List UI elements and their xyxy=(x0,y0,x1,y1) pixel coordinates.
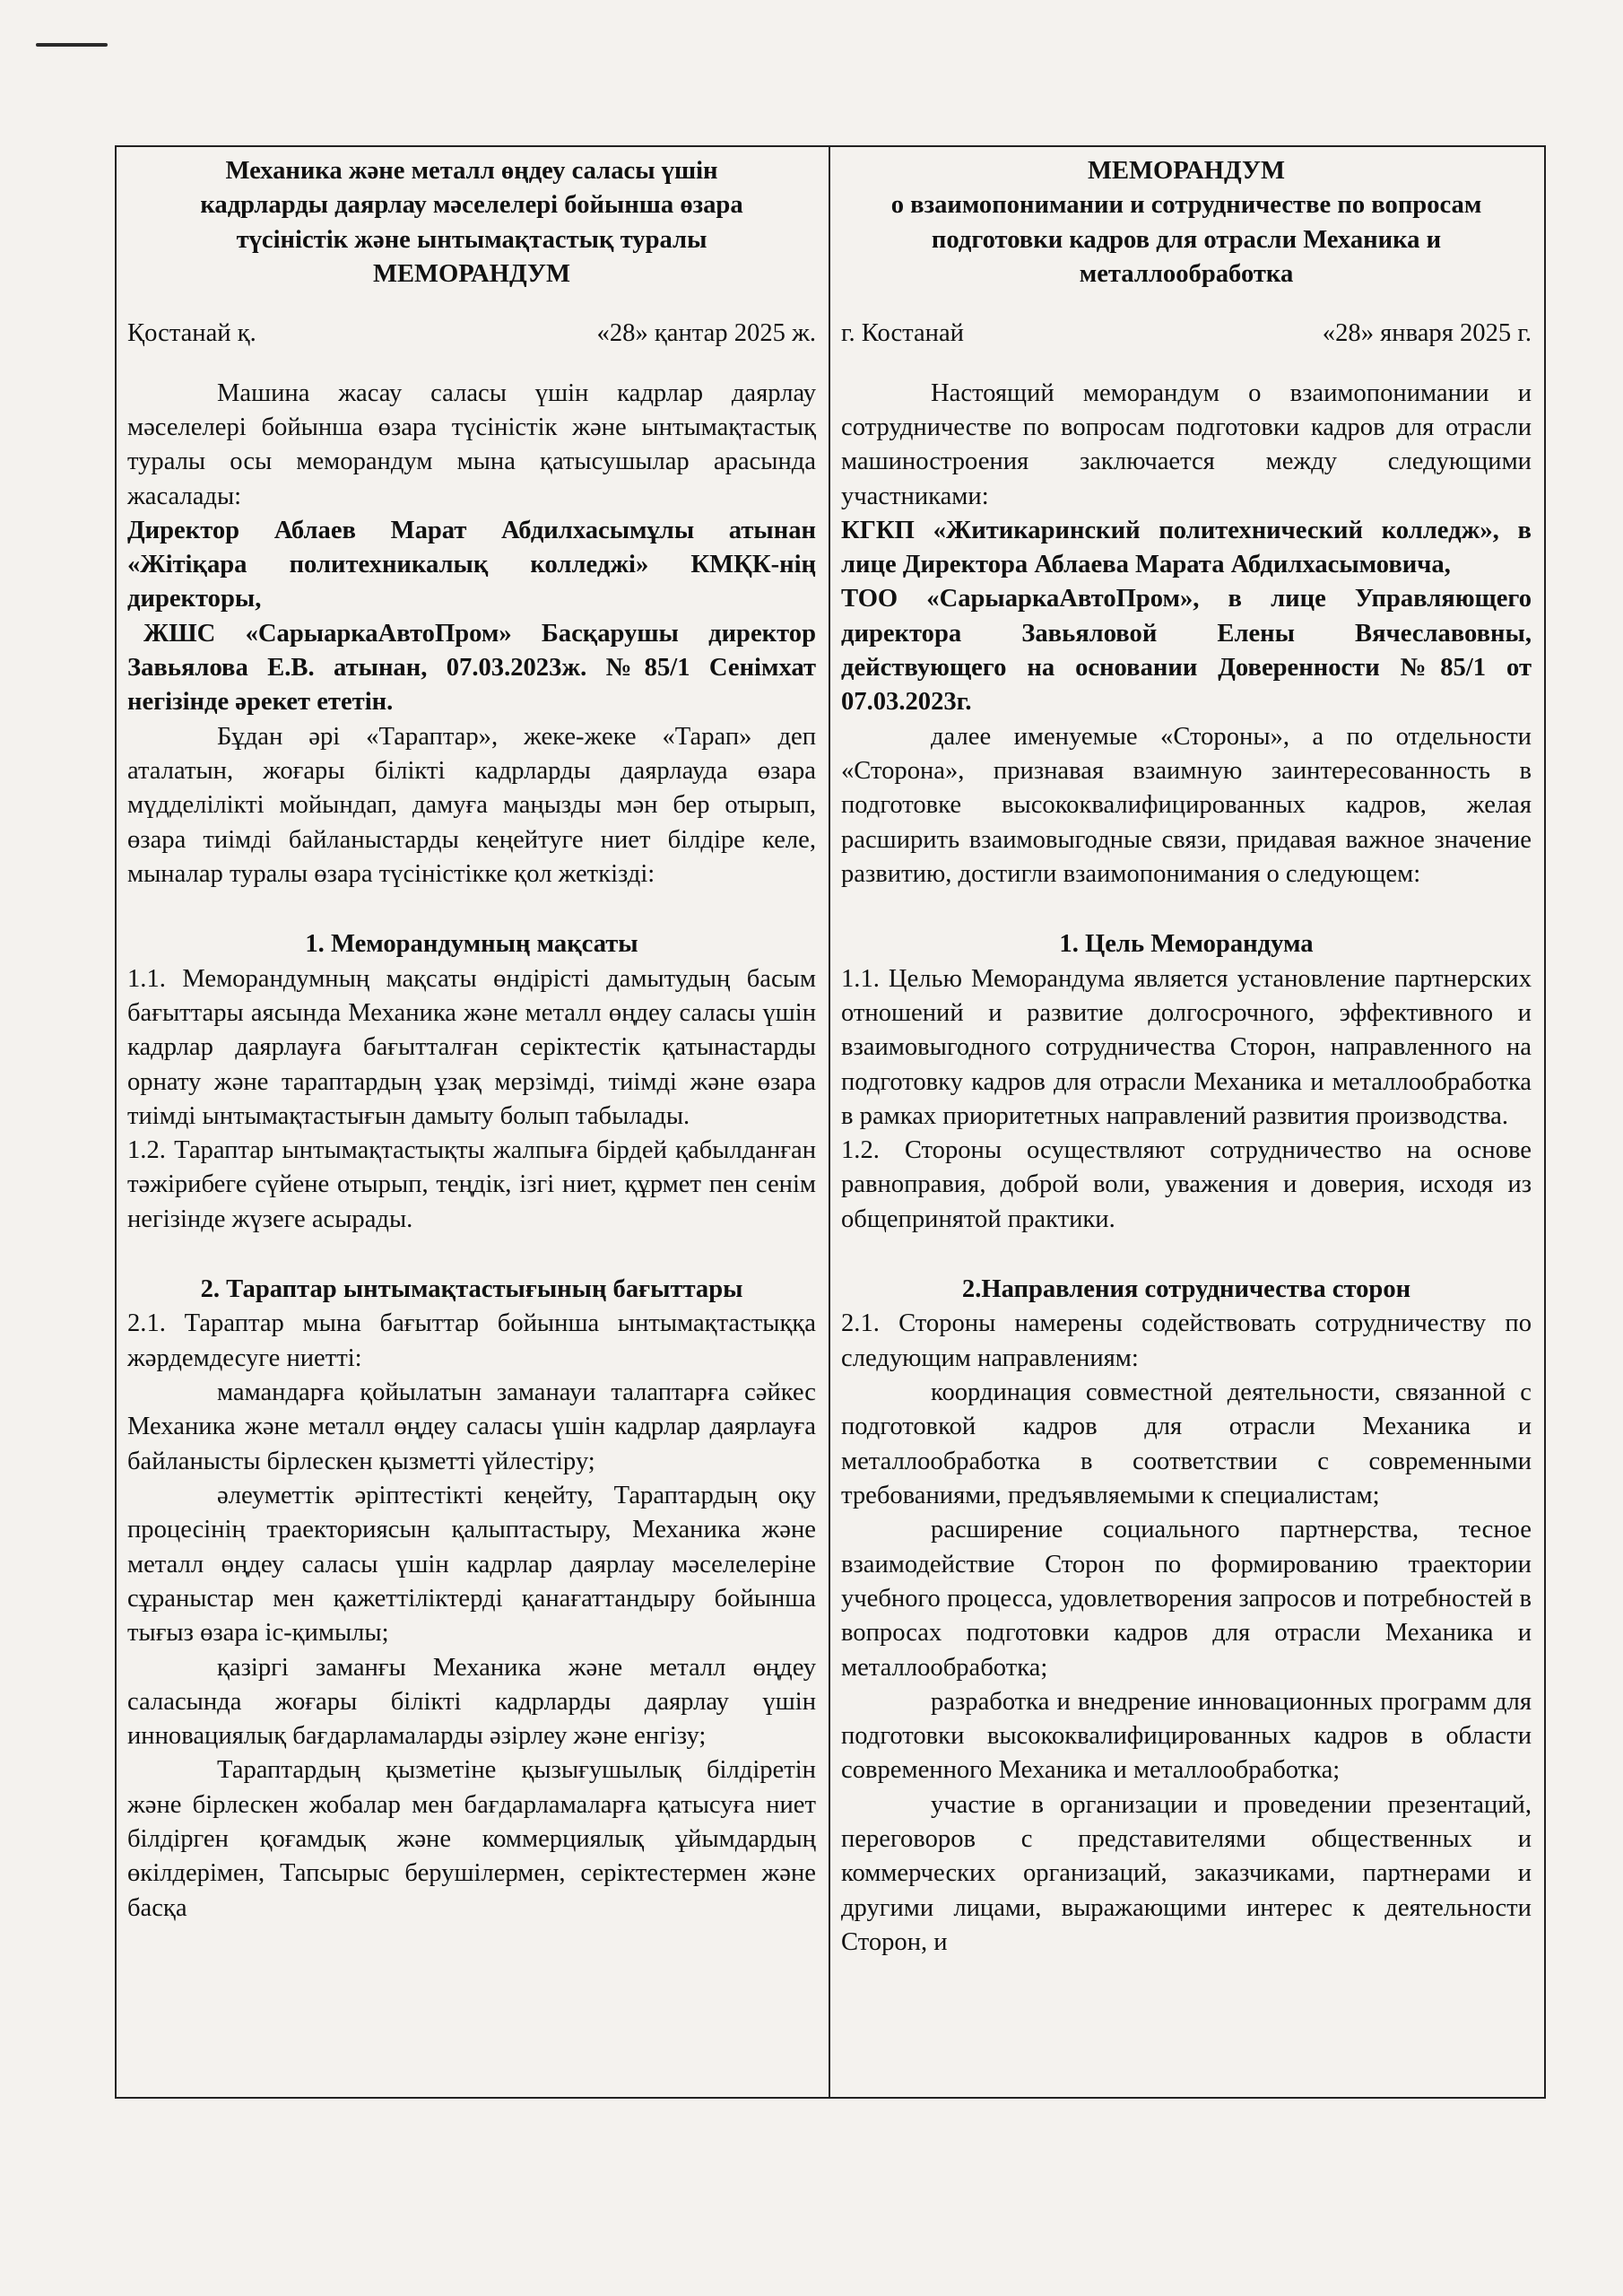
ru-direction-item: координация совместной деятельности, связанной с подготовкой кадров для отрасли Механика и металлообработка в соответствии с современными требованиями, предъявляемыми к специалистам; xyxy=(841,1378,1532,1509)
kk-city: Қостанай қ. xyxy=(127,319,256,348)
kk-clause-1-1: 1.1. Меморандумның мақсаты өндірісті дамытудың басым бағыттары аясында Механика және металл өңдеу саласы үшін кадрлар даярлауға бағытталған серіктестік қатынастарды орнату және тараптардың ұзақ мерзімді, тиімді және өзара тиімді ынтымақтастығын дамыту болып табылады. xyxy=(127,964,816,1130)
russian-column xyxy=(830,147,1544,2097)
kk-parties-paragraph: Бұдан әрі «Тараптар», жеке-жеке «Тарап» деп аталатын, жоғары білікті кадрларды даярлауда өзара мүдделілікті мойындап, дамуға маңызды мән бер отырып, өзара тиімді байланыстарды кеңейтуге ниет білдіре келе, мыналар туралы өзара түсіністікке қол жеткізді: xyxy=(127,722,816,888)
ru-city: г. Костанай xyxy=(841,319,964,348)
ru-direction-item: участие в организации и проведении презентаций, переговоров с представителями общественных и коммерческих организаций, заказчиками, партнерами и другими лицами, выражающими интерес к деятельности Сторон, и xyxy=(841,1790,1532,1956)
ru-title xyxy=(841,154,1532,291)
kk-clause-2-1: 2.1. Тараптар мына бағыттар бойынша ынтымақтастыққа жәрдемдесуге ниетті: xyxy=(127,1309,816,1372)
kk-title xyxy=(127,154,816,291)
kk-party-2: ЖШС «СарыаркаАвтоПром» Басқарушы директор Завьялова Е.В. атынан, 07.03.2023ж. №85/1 Сенімхат негізінде әрекет ететін. xyxy=(127,619,816,717)
kk-title-line: МЕМОРАНДУМ xyxy=(373,259,570,288)
ru-section-2-heading: 2.Направления сотрудничества сторон xyxy=(961,1275,1411,1304)
ru-direction-item: разработка и внедрение инновационных программ для подготовки высококвалифицированных кадров в области современного Механика и металлообработка; xyxy=(841,1687,1532,1785)
ru-title-line: МЕМОРАНДУМ xyxy=(1088,157,1285,185)
kk-direction-item: Тараптардың қызметіне қызығушылық білдіретін және бірлескен жобалар мен бағдарламаларға қатысуға ниет білдірген қоғамдық және коммерциялық ұйымдардың өкілдерімен, Тапсырыс берушілермен, серіктестермен және басқа xyxy=(127,1756,816,1922)
ru-clause-1-2: 1.2. Стороны осуществляют сотрудничество на основе равноправия, доброй воли, уважения и доверия, исходя из общепринятой практики. xyxy=(841,1136,1532,1233)
kk-title-line: кадрларды даярлау мәселелері бойынша өзара xyxy=(200,191,743,220)
ru-direction-item: расширение социального партнерства, тесное взаимодействие Сторон по формированию траектории учебного процесса, удовлетворения запросов и потребностей в вопросах подготовки кадров для отрасли Механика и металлообработка; xyxy=(841,1516,1532,1682)
ru-party-1: КГКП «Житикаринский политехнический колледж», в лице Директора Аблаева Марата Абдилхасымовича, xyxy=(841,516,1532,579)
ru-title-line: о взаимопонимании и сотрудничестве по вопросам xyxy=(890,191,1482,220)
ru-title-line: подготовки кадров для отрасли Механика и xyxy=(931,225,1442,254)
kk-direction-item: әлеуметтік әріптестікті кеңейту, Тараптардың оқу процесінің траекториясын қалыптастыру, Механика және металл өңдеу саласы үшін кадрлар даярлау мәселелеріне сұраныстар мен қажеттіліктерді қанағаттандыру бойынша тығыз өзара іс-қимылы; xyxy=(127,1481,816,1648)
ru-parties-paragraph: далее именуемые «Стороны», а по отдельности «Сторона», признавая взаимную заинтересованность в подготовке высококвалифицированных кадров, желая расширить взаимовыгодные связи, придавая важное значение развитию, достигли взаимопонимания о следующем: xyxy=(841,722,1532,888)
kk-direction-item: қазіргі заманғы Механика және металл өңдеу саласында жоғары білікті кадрларды даярлау үшін инновациялық бағдарламаларды әзірлеу және енгізу; xyxy=(127,1653,816,1751)
ru-city-date xyxy=(841,317,1532,351)
kk-party-1: Директор Аблаев Марат Абдилхасымұлы атынан «Жітіқара политехникалық колледжі» КМҚК-нің директоры, xyxy=(127,516,816,613)
ru-title-line: металлообработка xyxy=(1079,259,1294,288)
kk-title-line: Механика және металл өңдеу саласы үшін xyxy=(225,157,718,185)
memorandum-table xyxy=(115,145,1546,2099)
kk-intro: Машина жасау саласы үшін кадрлар даярлау мәселелері бойынша өзара түсіністік және ынтымақтастық туралы осы меморандум мына қатысушылар арасында жасалады: xyxy=(127,378,816,510)
kk-city-date xyxy=(127,317,816,351)
kazakh-column xyxy=(117,147,830,2097)
kk-direction-item: мамандарға қойылатын заманауи талаптарға сәйкес Механика және металл өңдеу саласы үшін кадрлар даярлауға байланысты бірлескен қызметті үйлестіру; xyxy=(127,1378,816,1475)
ru-section-1-heading: 1. Цель Меморандума xyxy=(1059,930,1314,959)
kk-section-2-heading: 2. Тараптар ынтымақтастығының бағыттары xyxy=(200,1275,743,1304)
ru-clause-1-1: 1.1. Целью Меморандума является установление партнерских отношений и развитие долгосрочного, эффективного и взаимовыгодного сотрудничества Сторон, направленного на подготовку кадров для отрасли Механика и металлообработка в рамках приоритетных направлений развития производства. xyxy=(841,964,1532,1130)
ru-clause-2-1: 2.1. Стороны намерены содействовать сотрудничеству по следующим направлениям: xyxy=(841,1309,1532,1372)
corner-scan-mark xyxy=(36,43,108,47)
kk-title-line: түсіністік және ынтымақтастық туралы xyxy=(236,225,707,254)
kk-date: «28» қантар 2025 ж. xyxy=(596,319,816,348)
ru-date: «28» января 2025 г. xyxy=(1322,319,1532,348)
ru-intro: Настоящий меморандум о взаимопонимании и сотрудничестве по вопросам подготовки кадров для отрасли машиностроения заключается между следующими участниками: xyxy=(841,378,1532,510)
ru-party-2: ТОО «СарыаркаАвтоПром», в лице Управляющего директора Завьяловой Елены Вячеславовны, действующего на основании Доверенности №85/1 от 07.03.2023г. xyxy=(841,585,1532,717)
kk-section-1-heading: 1. Меморандумның мақсаты xyxy=(305,930,638,959)
kk-clause-1-2: 1.2. Тараптар ынтымақтастықты жалпыға бірдей қабылданған тәжірибеге сүйене отырып, теңдік, ізгі ниет, құрмет пен сенім негізінде жүзеге асырады. xyxy=(127,1136,816,1233)
